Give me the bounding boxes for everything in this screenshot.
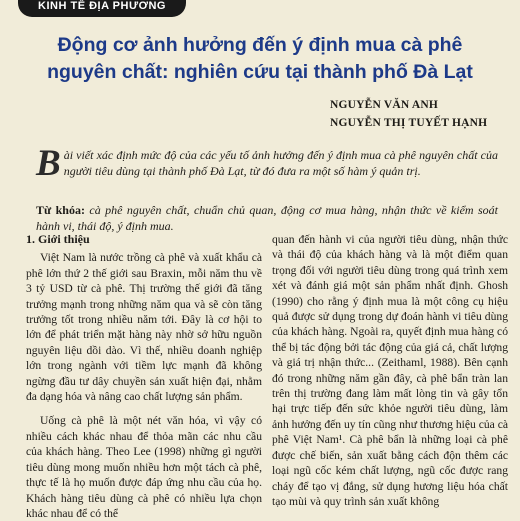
author-2: NGUYỄN THỊ TUYẾT HẠNH (330, 117, 488, 129)
paragraph: quan đến hành vi của người tiêu dùng, nhận thức và thái độ của khách hàng và là một điểm quan trọng đối với người tiêu dùng trong quá trình xem xét và đánh giá một sản phẩm nhất định. Ghosh (1990) cho rằng ý định mua là một công cụ hiệu quả được sử dụng trong dự đoán hành vi tiêu dùng của khách hàng. Ngoài ra, quyết định mua hàng có thể bị tác động bởi tác động của giá cả, chất lượng và giá trị nhận thức... (Zeithaml, 1988). Bên cạnh đó trong những năm gần đây, cà phê bẩn tràn lan trên thị trường đang làm mất lòng tin và gây tổn hại trực tiếp đến sức khỏe người tiêu dùng, làm ảnh hưởng đến uy tín cũng như thương hiệu của cà phê Việt Nam¹. Cà phê bẩn là những loại cà phê được chế biến, sản xuất bằng cách độn thêm các loại ngũ cốc kém chất lượng, ngũ cốc được rang cháy để tạo vị đắng, sử dụng hương liệu hóa chất tạo mùi và quy trình sản xuất không (272, 233, 508, 508)
body-column-right (272, 232, 508, 509)
section-tab: KINH TẾ ĐỊA PHƯƠNG (18, 0, 186, 17)
body-column-left (26, 232, 262, 521)
keywords-label: Từ khóa: (36, 203, 85, 217)
abstract-text: ài viết xác định mức độ của các yếu tố ảnh hưởng đến ý định mua cà phê nguyên chất của người tiêu dùng tại thành phố Đà Lạt, từ đó đưa ra một số hàm ý quản trị. (63, 148, 498, 178)
paragraph: Uống cà phê là một nét văn hóa, vì vậy có nhiều cách khác nhau để thỏa mãn các nhu cầu của khách hàng. Theo Lee (1998) những gì người tiêu dùng mong muốn nhiều hơn một tách cà phê, thực tế là họ muốn được đáp ứng nhu cầu của họ. Khách hàng tiêu dùng cà phê có nhiều lựa chọn khác nhau để có thể (26, 414, 262, 520)
keywords-text: cà phê nguyên chất, chuẩn chủ quan, động cơ mua hàng, nhận thức về kiểm soát hành vi, thái độ, ý định mua. (36, 203, 498, 233)
keywords (36, 202, 498, 234)
article-title-line-1: Động cơ ảnh hưởng đến ý định mua cà phê (57, 34, 463, 56)
author-1: NGUYỄN VĂN ANH (330, 99, 439, 111)
section-heading: 1. Giới thiệu (26, 232, 90, 246)
paragraph: Việt Nam là nước trồng cà phê và xuất khẩu cà phê lớn thứ 2 thế giới sau Braxin, mỗi năm thu về 3 tỷ USD từ cà phê. Thị trường thế giới đã tăng trưởng mạnh trong những năm qua và sẽ còn tăng trưởng tốt trong nhiều năm tới. Đây là cơ hội to lớn để phát triển mặt hàng này nhờ sở hữu nguồn nguyên liệu dồi dào. Vì thế, nhiều doanh nghiệp lớn trong ngành với tiềm lực mạnh đã không ngừng đầu tư dây chuyền sản xuất hiện đại, nhằm đa dạng hóa và nâng cao chất lượng sản phẩm. (26, 251, 262, 404)
article-title-line-2: nguyên chất: nghiên cứu tại thành phố Đà Lạt (47, 61, 473, 83)
abstract (36, 143, 498, 184)
abstract-dropcap: B (36, 143, 61, 184)
